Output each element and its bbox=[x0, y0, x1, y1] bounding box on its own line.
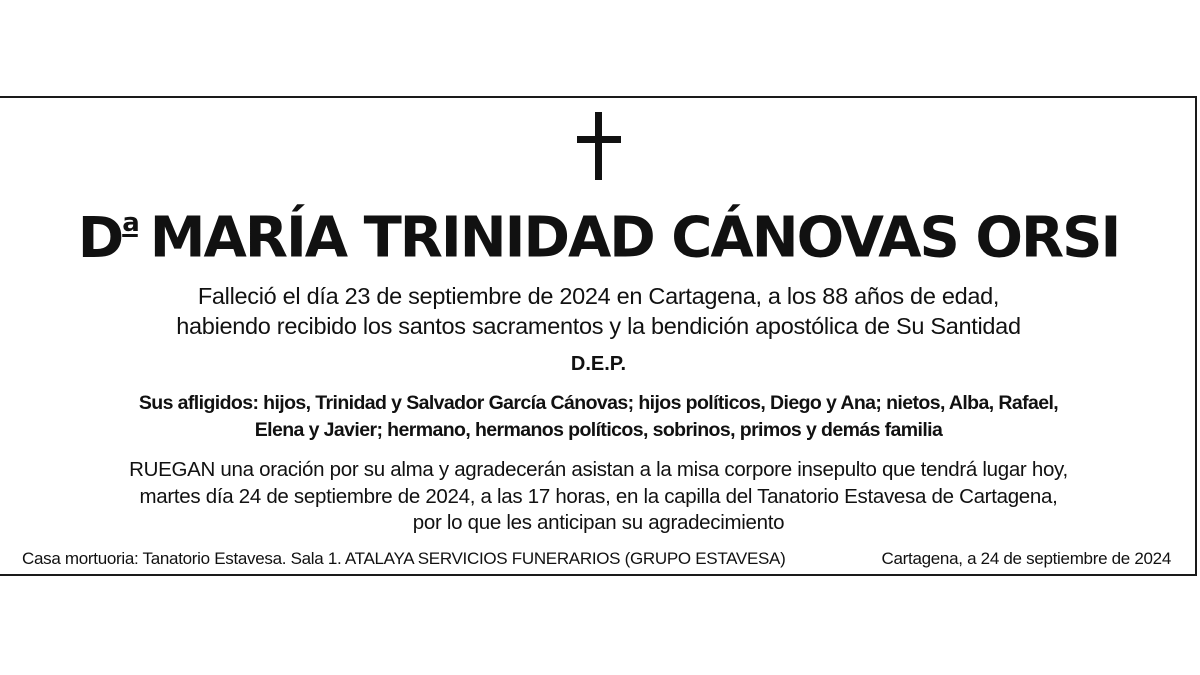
deceased-full-name: MARÍA TRINIDAD CÁNOVAS ORSI bbox=[149, 205, 1120, 271]
deceased-name bbox=[0, 194, 1197, 274]
obituary-notice bbox=[0, 96, 1197, 576]
intro-line-1: Falleció el día 23 de septiembre de 2024 en Cartagena, a los 88 años de edad, bbox=[197, 283, 1000, 309]
ruegan-line-3: por lo que les anticipan su agradecimiento bbox=[412, 511, 785, 534]
relatives-line-2: Elena y Javier; hermano, hermanos políticos, sobrinos, primos y demás familia bbox=[254, 419, 943, 441]
ruegan-line-1: RUEGAN una oración por su alma y agradecerán asistan a la misa corpore insepulto que tendrá lugar hoy, bbox=[129, 458, 1068, 481]
ruegan-line-2: martes día 24 de septiembre de 2024, a las 17 horas, en la capilla del Tanatorio Estavesa de Cartagena, bbox=[139, 485, 1058, 508]
funeral-home-info: Casa mortuoria: Tanatorio Estavesa. Sala 1. ATALAYA SERVICIOS FUNERARIOS (GRUPO ESTAVESA) bbox=[22, 549, 786, 568]
latin-cross-icon bbox=[577, 112, 621, 180]
intro-line-2: habiendo recibido los santos sacramentos y la bendición apostólica de Su Santidad bbox=[176, 313, 1021, 339]
title-abbreviation: $D^a$ bbox=[77, 205, 138, 271]
dep-text: D.E.P. bbox=[570, 353, 627, 375]
place-and-date: Cartagena, a 24 de septiembre de 2024 bbox=[881, 549, 1171, 568]
relatives-line-1: Sus afligidos: hijos, Trinidad y Salvador García Cánovas; hijos políticos, Diego y Ana; nietos, Alba, Rafael, bbox=[138, 392, 1059, 414]
